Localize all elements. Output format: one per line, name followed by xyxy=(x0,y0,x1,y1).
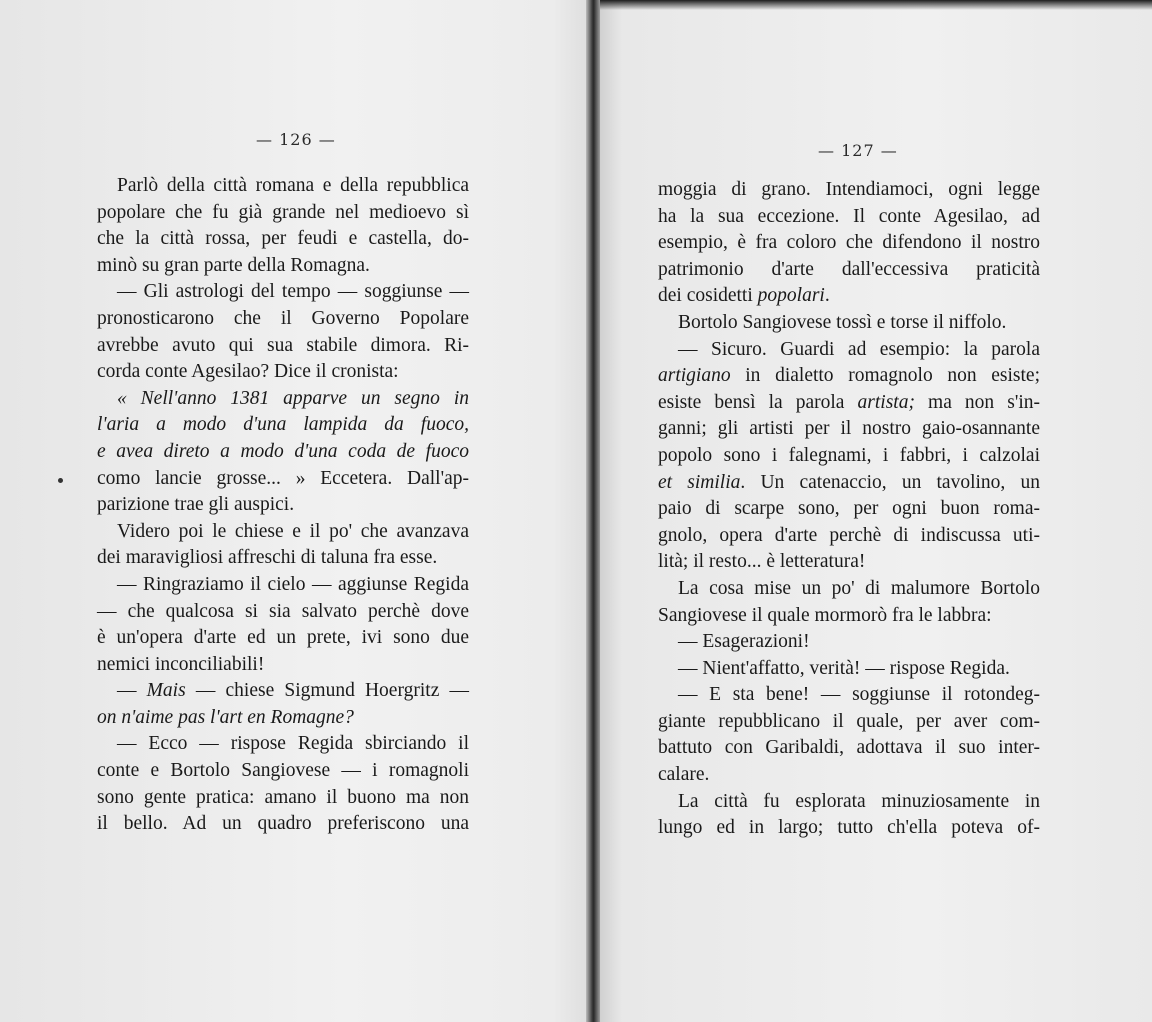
text-line: e avea direto a modo d'una coda de fuoco xyxy=(97,440,469,462)
text-line: — E sta bene! — soggiunse il rotondeg- xyxy=(678,684,1040,706)
page-number-right: — 127 — xyxy=(818,141,898,160)
text-line: Videro poi le chiese e il po' che avanzava xyxy=(117,520,469,542)
text-line: — Ringraziamo il cielo — aggiunse Regida xyxy=(117,573,469,595)
text-line: — che qualcosa si sia salvato perchè dove xyxy=(97,600,469,622)
text-line: dei maravigliosi affreschi di taluna fra esse. xyxy=(97,547,438,569)
text-line: et similia. Un catenaccio, un tavolino, un xyxy=(658,471,1040,493)
text-line: parizione trae gli auspici. xyxy=(97,494,295,516)
text-line: patrimonio d'arte dall'eccessiva praticità xyxy=(658,258,1040,280)
text-line: battuto con Garibaldi, adottava il suo inter- xyxy=(658,737,1040,759)
text-line: La cosa mise un po' di malumore Bortolo xyxy=(678,577,1040,599)
text-line: esiste bensì la parola artista; ma non s'in- xyxy=(658,391,1040,413)
text-line: lità; il resto... è letteratura! xyxy=(658,551,866,573)
text-line: — Esagerazioni! xyxy=(678,631,810,653)
text-line: « Nell'anno 1381 apparve un segno in xyxy=(117,387,469,409)
text-line: giante repubblicano il quale, per aver com- xyxy=(658,710,1040,732)
text-line: — Ecco — rispose Regida sbirciando il xyxy=(117,733,469,755)
text-line: avrebbe avuto qui sua stabile dimora. Ri- xyxy=(97,334,469,356)
text-line: como lancie grosse... » Eccetera. Dall'ap- xyxy=(97,467,469,489)
text-line: artigiano in dialetto romagnolo non esiste; xyxy=(658,365,1040,387)
text-line: moggia di grano. Intendiamoci, ogni legge xyxy=(658,179,1040,200)
text-line: lungo ed in largo; tutto ch'ella poteva of- xyxy=(658,817,1040,839)
text-line: paio di scarpe sono, per ogni buon roma- xyxy=(658,498,1040,520)
text-line: Parlò della città romana e della repubblica xyxy=(117,175,469,196)
text-line: — Gli astrologi del tempo — soggiunse — xyxy=(117,281,469,303)
text-line: corda conte Agesilao? Dice il cronista: xyxy=(97,361,399,383)
page-number-left: — 126 — xyxy=(256,130,336,149)
text-line: è un'opera d'arte ed un prete, ivi sono due xyxy=(97,627,469,649)
text-line: on n'aime pas l'art en Romagne? xyxy=(97,706,354,728)
text-line: ganni; gli artisti per il nostro gaio-osannante xyxy=(658,418,1040,440)
text-line: nemici inconciliabili! xyxy=(97,653,265,675)
text-line: — Sicuro. Guardi ad esempio: la parola xyxy=(678,338,1040,360)
text-line: calare. xyxy=(658,764,710,786)
left-page-text xyxy=(97,173,469,838)
text-line: l'aria a modo d'una lampida da fuoco, xyxy=(97,414,469,436)
text-line: esempio, è fra coloro che difendono il nostro xyxy=(658,232,1040,254)
text-line: il bello. Ad un quadro preferiscono una xyxy=(97,813,469,835)
text-line: sono gente pratica: amano il buono ma non xyxy=(97,786,469,808)
text-line: Bortolo Sangiovese tossì e torse il niffolo. xyxy=(678,311,1007,333)
ink-spot xyxy=(58,478,63,483)
text-line: minò su gran parte della Romagna. xyxy=(97,254,370,276)
text-line: popolo sono i falegnami, i fabbri, i calzolai xyxy=(658,444,1040,466)
right-page-text xyxy=(658,177,1040,842)
text-line: conte e Bortolo Sangiovese — i romagnoli xyxy=(97,760,469,782)
text-line: dei cosidetti popolari. xyxy=(658,285,830,307)
text-line: ha la sua eccezione. Il conte Agesilao, ad xyxy=(658,205,1040,227)
text-line: popolare che fu già grande nel medioevo sì xyxy=(97,201,469,223)
text-line: gnolo, opera d'arte perchè di indiscussa uti- xyxy=(658,524,1040,546)
book-gutter xyxy=(586,0,600,1022)
text-line: pronosticarono che il Governo Popolare xyxy=(97,307,469,329)
right-page xyxy=(600,0,1152,1022)
text-line: — Nient'affatto, verità! — rispose Regida. xyxy=(678,657,1010,679)
text-line: Sangiovese il quale mormorò fra le labbra: xyxy=(658,604,992,626)
text-line: che la città rossa, per feudi e castella, do- xyxy=(97,228,469,250)
text-line: La città fu esplorata minuziosamente in xyxy=(678,790,1040,812)
text-line: — Mais — chiese Sigmund Hoergritz — xyxy=(117,680,470,702)
